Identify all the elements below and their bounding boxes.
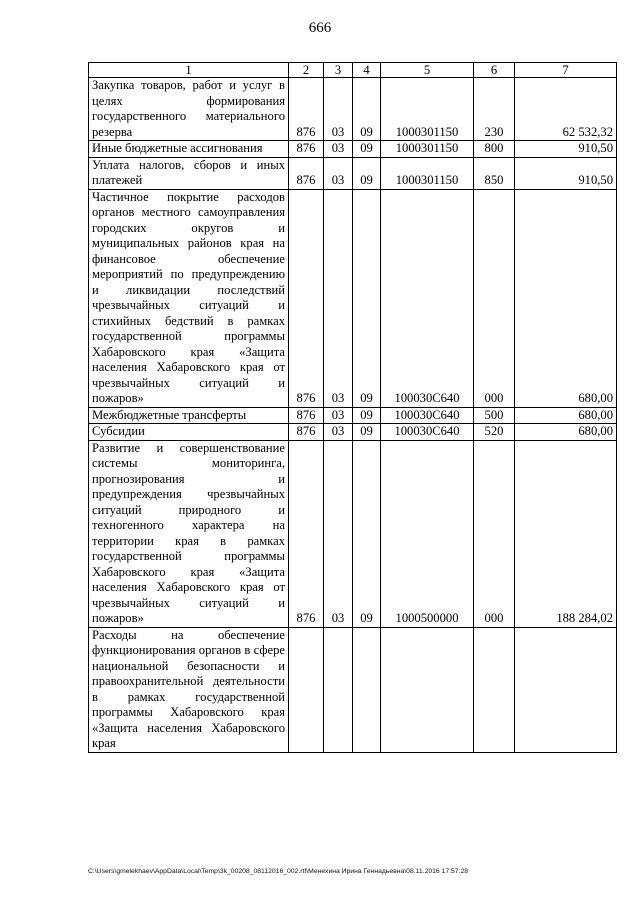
item-name: Межбюджетные трансферты (89, 407, 289, 424)
item-name: Уплата налогов, сборов и иных платежей (89, 157, 289, 189)
column-header: 6 (474, 63, 515, 78)
table-row (89, 189, 617, 407)
expense-type-code: 520 (474, 424, 515, 441)
expense-type-code: 500 (474, 407, 515, 424)
section-code: 03 (324, 189, 353, 407)
subsection-code: 09 (353, 407, 381, 424)
expense-type-code (474, 627, 515, 752)
section-code: 03 (324, 407, 353, 424)
section-code (324, 627, 353, 752)
table-row (89, 157, 617, 189)
budget-table (88, 62, 617, 753)
amount (515, 627, 617, 752)
amount: 910,50 (515, 141, 617, 158)
section-code: 03 (324, 424, 353, 441)
ministry-code: 876 (289, 189, 324, 407)
item-name: Субсидии (89, 424, 289, 441)
expense-type-code: 000 (474, 440, 515, 627)
section-code: 03 (324, 157, 353, 189)
amount: 188 284,02 (515, 440, 617, 627)
column-header: 2 (289, 63, 324, 78)
ministry-code: 876 (289, 440, 324, 627)
subsection-code: 09 (353, 78, 381, 141)
target-article-code: 100030С640 (381, 189, 474, 407)
subsection-code: 09 (353, 157, 381, 189)
target-article-code: 100030С640 (381, 407, 474, 424)
ministry-code: 876 (289, 78, 324, 141)
target-article-code (381, 627, 474, 752)
column-header: 7 (515, 63, 617, 78)
item-name: Закупка товаров, работ и услуг в целях формирования государственного материального резерва (89, 78, 289, 141)
expense-type-code: 850 (474, 157, 515, 189)
amount: 680,00 (515, 424, 617, 441)
ministry-code: 876 (289, 424, 324, 441)
column-header: 1 (89, 63, 289, 78)
table-row (89, 141, 617, 158)
amount: 62 532,32 (515, 78, 617, 141)
ministry-code: 876 (289, 141, 324, 158)
target-article-code: 100030С640 (381, 424, 474, 441)
amount: 910,50 (515, 157, 617, 189)
table-row (89, 440, 617, 627)
column-header: 3 (324, 63, 353, 78)
table-row (89, 627, 617, 752)
section-code: 03 (324, 141, 353, 158)
expense-type-code: 800 (474, 141, 515, 158)
item-name: Развитие и совершенствование системы мониторинга, прогнозирования и предупреждения чрезвычайных ситуаций природного и техногенного характера на территории края в рамках государственной программы Хабаровского края «Защита населения Хабаровского края от чрезвычайных ситуаций и пожаров» (89, 440, 289, 627)
amount: 680,00 (515, 189, 617, 407)
section-code: 03 (324, 78, 353, 141)
subsection-code (353, 627, 381, 752)
target-article-code: 1000301150 (381, 157, 474, 189)
ministry-code: 876 (289, 157, 324, 189)
column-header: 5 (381, 63, 474, 78)
subsection-code: 09 (353, 440, 381, 627)
subsection-code: 09 (353, 424, 381, 441)
ministry-code (289, 627, 324, 752)
item-name: Иные бюджетные ассигнования (89, 141, 289, 158)
target-article-code: 1000500000 (381, 440, 474, 627)
subsection-code: 09 (353, 189, 381, 407)
item-name: Расходы на обеспечение функционирования органов в сфере национальной безопасности и правоохранительной деятельности в рамках государственной программы Хабаровского края «Защита населения Хабаровского края (89, 627, 289, 752)
amount: 680,00 (515, 407, 617, 424)
page-number: 666 (308, 20, 332, 36)
expense-type-code: 230 (474, 78, 515, 141)
header-row (89, 63, 617, 78)
subsection-code: 09 (353, 141, 381, 158)
table-row (89, 424, 617, 441)
table-row (89, 407, 617, 424)
target-article-code: 1000301150 (381, 78, 474, 141)
ministry-code: 876 (289, 407, 324, 424)
section-code: 03 (324, 440, 353, 627)
document-footer-path: C:\Users\gmelekhaev\AppData\Local\Temp\3k_00208_08112016_002.rtf\Менехина Ирина Геннадьевна\08.11.2016 17:57:28 (88, 868, 469, 875)
expense-type-code: 000 (474, 189, 515, 407)
column-header: 4 (353, 63, 381, 78)
target-article-code: 1000301150 (381, 141, 474, 158)
item-name: Частичное покрытие расходов органов местного самоуправления городских округов и муниципальных районов края на финансовое обеспечение мероприятий по предупреждению и ликвидации последствий чрезвычайных ситуаций и стихийных бедствий в рамках государственной программы Хабаровского края «Защита населения Хабаровского края от чрезвычайных ситуаций и пожаров» (89, 189, 289, 407)
table-row (89, 78, 617, 141)
